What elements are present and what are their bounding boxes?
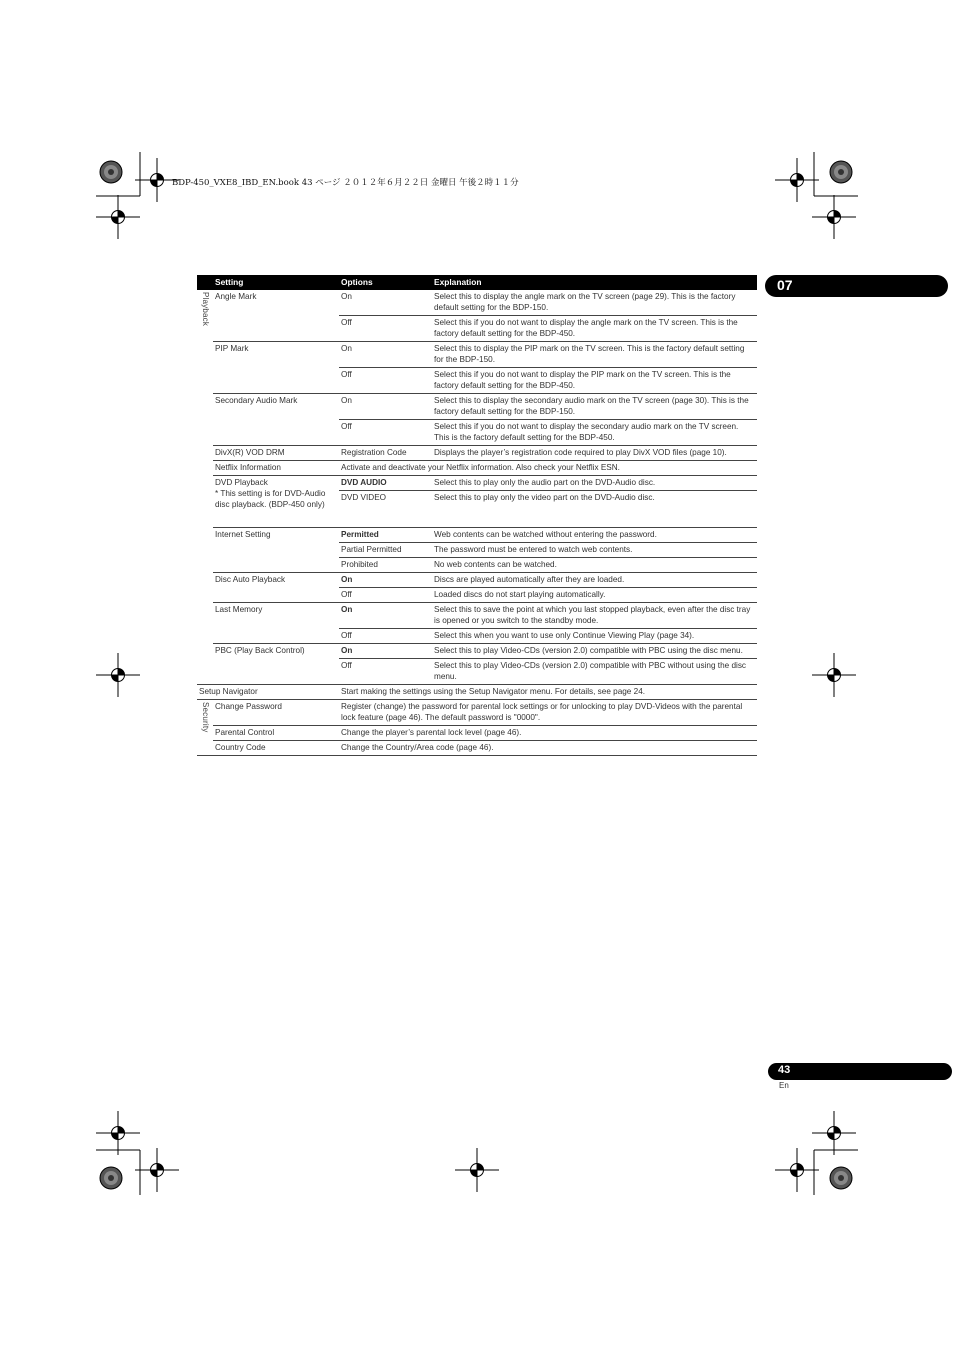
option-cell: On [339, 394, 432, 420]
settings-table [197, 275, 757, 685]
table-row [197, 394, 757, 420]
explanation-cell: Register (change) the password for parental lock settings or for unlocking to play DVD-Videos with the parental lock feature (page 46). The default password is "0000". [339, 700, 757, 726]
table-row [197, 603, 757, 629]
option-cell: On [339, 573, 432, 588]
explanation-cell: Select this to play Video-CDs (version 2.0) compatible with PBC using the disc menu. [432, 644, 757, 659]
setting-cell: Internet Setting [213, 528, 339, 573]
setting-cell: Netflix Information [213, 461, 339, 476]
table-row [197, 476, 757, 491]
option-cell: DVD VIDEO [339, 491, 432, 528]
chapter-tab [765, 275, 948, 297]
explanation-cell: Select this to save the point at which you last stopped playback, even after the disc tray is opened or you switch to the standby mode. [432, 603, 757, 629]
settings-table-security [197, 685, 757, 756]
option-cell: Off [339, 629, 432, 644]
explanation-cell: Change the Country/Area code (page 46). [339, 741, 757, 756]
option-cell: On [339, 603, 432, 629]
explanation-cell: Select this to display the secondary audio mark on the TV screen (page 30). This is the factory default setting for the BDP-150. [432, 394, 757, 420]
setting-cell: Parental Control [213, 726, 339, 741]
option-cell: DVD AUDIO [339, 476, 432, 491]
explanation-cell: Select this to play only the video part on the DVD-Audio disc. [432, 491, 757, 528]
option-cell: Registration Code [339, 446, 432, 461]
option-cell: Off [339, 316, 432, 342]
header-setting: Setting [213, 275, 339, 290]
setting-cell: Secondary Audio Mark [213, 394, 339, 446]
page-number-tab [768, 1063, 952, 1080]
option-cell: Partial Permitted [339, 543, 432, 558]
explanation-cell: Select this to play Video-CDs (version 2.0) compatible with PBC without using the disc menu. [432, 659, 757, 685]
chapter-number: 07 [777, 277, 793, 293]
option-cell: Prohibited [339, 558, 432, 573]
setting-cell: Change Password [213, 700, 339, 726]
category-label: Playback [201, 292, 210, 327]
explanation-cell: Displays the player’s registration code required to play DivX VOD files (page 10). [432, 446, 757, 461]
setting-cell: Disc Auto Playback [213, 573, 339, 603]
explanation-cell: Select this to display the angle mark on the TV screen (page 29). This is the factory default setting for the BDP-150. [432, 290, 757, 316]
setting-cell: DivX(R) VOD DRM [213, 446, 339, 461]
setting-label: DVD Playback [215, 478, 268, 487]
explanation-cell: Activate and deactivate your Netflix information. Also check your Netflix ESN. [339, 461, 757, 476]
setting-cell: PIP Mark [213, 342, 339, 394]
explanation-cell: Change the player’s parental lock level (page 46). [339, 726, 757, 741]
table-row [197, 700, 757, 726]
table-row [197, 290, 757, 316]
setting-cell: PBC (Play Back Control) [213, 644, 339, 685]
file-info-header: BDP-450_VXE8_IBD_EN.book 43 ページ ２０１２年６月２２日 金曜日 午後２時１１分 [172, 178, 519, 188]
header-cat [197, 275, 213, 290]
table-row [197, 528, 757, 543]
option-cell: On [339, 342, 432, 368]
explanation-cell: Select this if you do not want to display the PIP mark on the TV screen. This is the factory default setting for the BDP-450. [432, 368, 757, 394]
option-cell: Off [339, 368, 432, 394]
explanation-cell: Select this when you want to use only Continue Viewing Play (page 34). [432, 629, 757, 644]
table-row [197, 461, 757, 476]
table-row [197, 342, 757, 368]
table-header-row [197, 275, 757, 290]
setting-cell [213, 476, 339, 528]
explanation-cell: Select this if you do not want to display the angle mark on the TV screen. This is the factory default setting for the BDP-450. [432, 316, 757, 342]
explanation-cell: Discs are played automatically after they are loaded. [432, 573, 757, 588]
setting-cell: Setup Navigator [197, 685, 339, 700]
option-cell: Off [339, 659, 432, 685]
header-options: Options [339, 275, 432, 290]
setting-cell: Last Memory [213, 603, 339, 644]
category-label: Security [201, 702, 210, 733]
table-row [197, 741, 757, 756]
option-cell: On [339, 644, 432, 659]
table-row [197, 685, 757, 700]
explanation-cell: Loaded discs do not start playing automatically. [432, 588, 757, 603]
explanation-cell: No web contents can be watched. [432, 558, 757, 573]
explanation-cell: The password must be entered to watch web contents. [432, 543, 757, 558]
table-row [197, 446, 757, 461]
table-row [197, 573, 757, 588]
category-security [197, 700, 213, 756]
page-number: 43 [778, 1064, 791, 1076]
option-cell: Off [339, 588, 432, 603]
explanation-cell: Start making the settings using the Setup Navigator menu. For details, see page 24. [339, 685, 757, 700]
setting-note: * This setting is for DVD-Audio disc playback. (BDP-450 only) [215, 489, 326, 509]
explanation-cell: Select this to play only the audio part on the DVD-Audio disc. [432, 476, 757, 491]
page-language: En [779, 1081, 789, 1090]
option-cell: On [339, 290, 432, 316]
table-row [197, 644, 757, 659]
option-cell: Permitted [339, 528, 432, 543]
explanation-cell: Select this if you do not want to display the secondary audio mark on the TV screen. This is the factory default setting for the BDP-450. [432, 420, 757, 446]
explanation-cell: Select this to display the PIP mark on the TV screen. This is the factory default setting for the BDP-150. [432, 342, 757, 368]
explanation-cell: Web contents can be watched without entering the password. [432, 528, 757, 543]
header-explanation: Explanation [432, 275, 757, 290]
setting-cell: Angle Mark [213, 290, 339, 342]
category-playback [197, 290, 213, 685]
table-row [197, 726, 757, 741]
setting-cell: Country Code [213, 741, 339, 756]
option-cell: Off [339, 420, 432, 446]
